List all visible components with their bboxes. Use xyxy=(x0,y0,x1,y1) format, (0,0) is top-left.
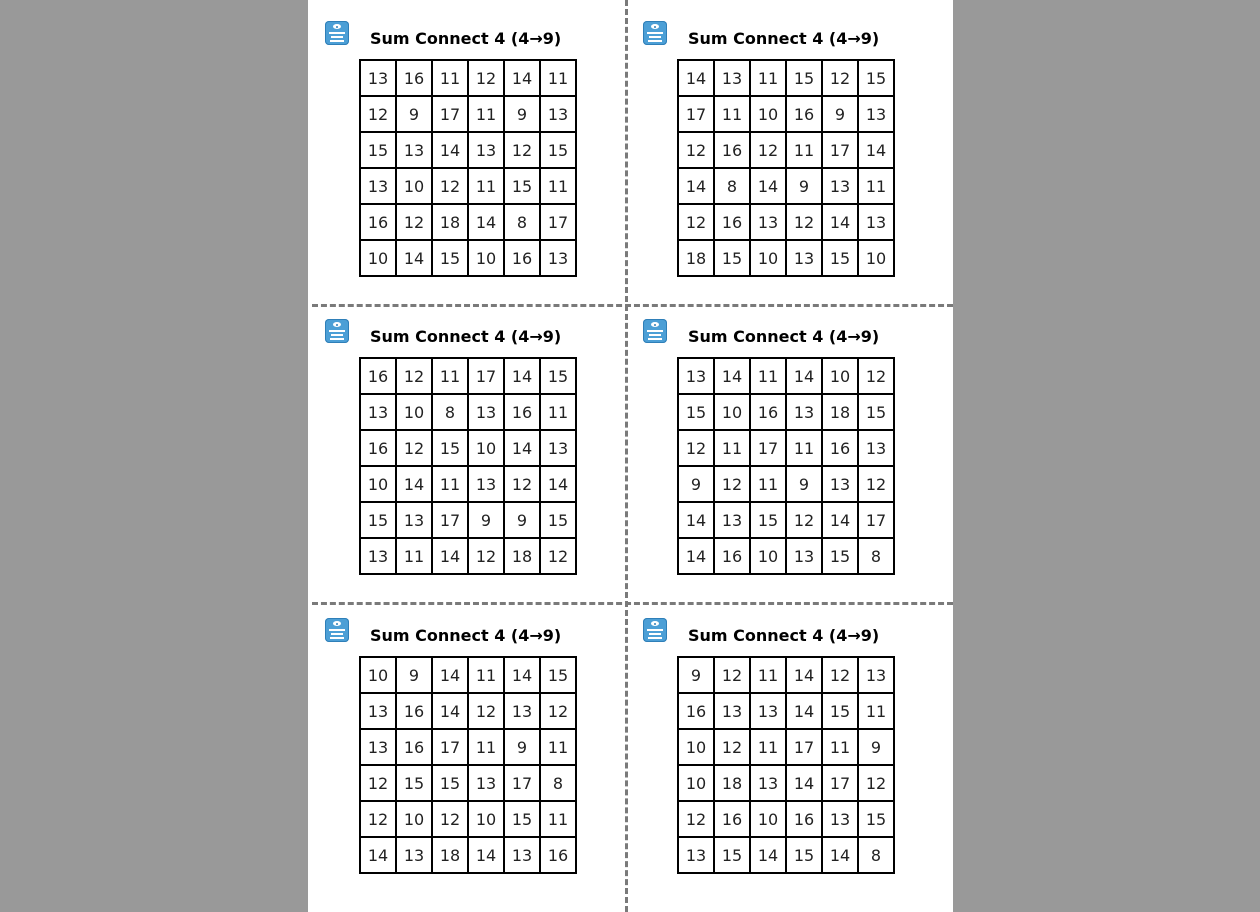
number-grid xyxy=(677,357,895,575)
grid-cell[interactable]: 13 xyxy=(714,502,750,538)
grid-row xyxy=(678,168,894,204)
grid-cell[interactable]: 14 xyxy=(504,60,540,96)
grid-cell[interactable]: 11 xyxy=(750,358,786,394)
grid-cell[interactable]: 16 xyxy=(396,693,432,729)
grid-cell[interactable]: 15 xyxy=(858,801,894,837)
grid-cell[interactable]: 14 xyxy=(822,502,858,538)
grid-cell[interactable]: 18 xyxy=(504,538,540,574)
grid-cell[interactable]: 14 xyxy=(678,60,714,96)
grid-cell[interactable]: 15 xyxy=(432,240,468,276)
grid-row xyxy=(678,837,894,873)
grid-cell[interactable]: 8 xyxy=(714,168,750,204)
grid-cell[interactable]: 11 xyxy=(750,466,786,502)
number-grid xyxy=(359,656,577,874)
grid-cell[interactable]: 12 xyxy=(468,538,504,574)
grid-row xyxy=(360,466,576,502)
grid-cell[interactable]: 15 xyxy=(750,502,786,538)
grid-cell[interactable]: 13 xyxy=(468,765,504,801)
grid-cell[interactable]: 10 xyxy=(858,240,894,276)
grid-cell[interactable]: 12 xyxy=(504,466,540,502)
grid-cell[interactable]: 10 xyxy=(822,358,858,394)
grid-cell[interactable]: 10 xyxy=(468,430,504,466)
grid-row xyxy=(360,765,576,801)
grid-cell[interactable]: 12 xyxy=(468,60,504,96)
grid-row xyxy=(678,801,894,837)
grid-cell[interactable]: 16 xyxy=(396,729,432,765)
grid-cell[interactable]: 13 xyxy=(858,430,894,466)
grid-cell[interactable]: 15 xyxy=(786,60,822,96)
grid-cell[interactable]: 13 xyxy=(714,60,750,96)
grid-cell[interactable]: 18 xyxy=(822,394,858,430)
card-title: Sum Connect 4 (4→9) xyxy=(688,626,880,645)
grid-cell[interactable]: 11 xyxy=(468,729,504,765)
grid-row xyxy=(678,765,894,801)
grid-row xyxy=(678,358,894,394)
grid-cell[interactable]: 14 xyxy=(360,837,396,873)
grid-cell[interactable]: 9 xyxy=(396,96,432,132)
grid-cell[interactable]: 9 xyxy=(822,96,858,132)
grid-cell[interactable]: 12 xyxy=(786,204,822,240)
grid-cell[interactable]: 15 xyxy=(360,502,396,538)
grid-cell[interactable]: 16 xyxy=(750,394,786,430)
grid-cell[interactable]: 17 xyxy=(504,765,540,801)
i-see-maths-logo-icon xyxy=(643,21,667,45)
grid-cell[interactable]: 11 xyxy=(750,657,786,693)
grid-cell[interactable]: 15 xyxy=(858,394,894,430)
grid-row xyxy=(678,502,894,538)
grid-cell[interactable]: 13 xyxy=(786,538,822,574)
card-title: Sum Connect 4 (4→9) xyxy=(370,327,562,346)
grid-cell[interactable]: 13 xyxy=(360,693,396,729)
grid-cell[interactable]: 12 xyxy=(714,657,750,693)
grid-cell[interactable]: 18 xyxy=(678,240,714,276)
grid-cell[interactable]: 12 xyxy=(714,466,750,502)
grid-row xyxy=(678,132,894,168)
grid-cell[interactable]: 13 xyxy=(750,765,786,801)
grid-cell[interactable]: 9 xyxy=(504,96,540,132)
grid-row xyxy=(360,204,576,240)
grid-cell[interactable]: 10 xyxy=(678,729,714,765)
grid-cell[interactable]: 14 xyxy=(678,502,714,538)
grid-cell[interactable]: 14 xyxy=(432,538,468,574)
grid-cell[interactable]: 15 xyxy=(822,240,858,276)
grid-cell[interactable]: 11 xyxy=(468,168,504,204)
grid-row xyxy=(678,538,894,574)
grid-cell[interactable]: 14 xyxy=(786,765,822,801)
grid-cell[interactable]: 13 xyxy=(360,394,396,430)
grid-cell[interactable]: 10 xyxy=(396,394,432,430)
grid-cell[interactable]: 12 xyxy=(504,132,540,168)
grid-cell[interactable]: 13 xyxy=(786,240,822,276)
grid-cell[interactable]: 14 xyxy=(396,466,432,502)
grid-cell[interactable]: 13 xyxy=(822,801,858,837)
grid-cell[interactable]: 15 xyxy=(540,132,576,168)
grid-cell[interactable]: 12 xyxy=(468,693,504,729)
grid-cell[interactable]: 13 xyxy=(360,168,396,204)
grid-cell[interactable]: 11 xyxy=(540,801,576,837)
grid-cell[interactable]: 12 xyxy=(714,729,750,765)
grid-cell[interactable]: 8 xyxy=(504,204,540,240)
grid-cell[interactable]: 13 xyxy=(468,132,504,168)
grid-cell[interactable]: 9 xyxy=(468,502,504,538)
card-title: Sum Connect 4 (4→9) xyxy=(370,29,562,48)
grid-cell[interactable]: 13 xyxy=(750,693,786,729)
grid-cell[interactable]: 13 xyxy=(504,837,540,873)
grid-cell[interactable]: 13 xyxy=(396,837,432,873)
grid-row xyxy=(678,240,894,276)
grid-cell[interactable]: 13 xyxy=(360,538,396,574)
grid-cell[interactable]: 14 xyxy=(540,466,576,502)
grid-cell[interactable]: 16 xyxy=(714,204,750,240)
grid-row xyxy=(360,358,576,394)
grid-cell[interactable]: 10 xyxy=(360,466,396,502)
grid-cell[interactable]: 12 xyxy=(858,358,894,394)
grid-cell[interactable]: 17 xyxy=(750,430,786,466)
grid-cell[interactable]: 13 xyxy=(822,466,858,502)
game-card xyxy=(308,597,618,887)
grid-cell[interactable]: 14 xyxy=(786,693,822,729)
grid-row xyxy=(360,502,576,538)
grid-cell[interactable]: 14 xyxy=(468,204,504,240)
grid-cell[interactable]: 12 xyxy=(858,765,894,801)
grid-cell[interactable]: 15 xyxy=(432,430,468,466)
grid-cell[interactable]: 13 xyxy=(678,358,714,394)
grid-cell[interactable]: 15 xyxy=(396,765,432,801)
grid-cell[interactable]: 10 xyxy=(468,801,504,837)
grid-cell[interactable]: 14 xyxy=(786,358,822,394)
grid-cell[interactable]: 16 xyxy=(822,430,858,466)
grid-cell[interactable]: 11 xyxy=(468,96,504,132)
grid-cell[interactable]: 10 xyxy=(468,240,504,276)
grid-row xyxy=(678,466,894,502)
grid-cell[interactable]: 17 xyxy=(432,729,468,765)
grid-cell[interactable]: 13 xyxy=(468,466,504,502)
grid-cell[interactable]: 10 xyxy=(714,394,750,430)
game-card xyxy=(626,298,936,588)
grid-cell[interactable]: 11 xyxy=(468,657,504,693)
grid-cell[interactable]: 16 xyxy=(714,538,750,574)
grid-cell[interactable]: 16 xyxy=(360,430,396,466)
grid-cell[interactable]: 9 xyxy=(504,502,540,538)
grid-row xyxy=(360,801,576,837)
grid-cell[interactable]: 17 xyxy=(468,358,504,394)
grid-cell[interactable]: 11 xyxy=(432,466,468,502)
grid-cell[interactable]: 13 xyxy=(396,502,432,538)
grid-cell[interactable]: 14 xyxy=(468,837,504,873)
grid-cell[interactable]: 11 xyxy=(540,168,576,204)
grid-cell[interactable]: 10 xyxy=(750,801,786,837)
grid-cell[interactable]: 10 xyxy=(750,96,786,132)
grid-cell[interactable]: 13 xyxy=(360,729,396,765)
grid-cell[interactable]: 14 xyxy=(858,132,894,168)
grid-cell[interactable]: 11 xyxy=(858,168,894,204)
grid-cell[interactable]: 12 xyxy=(678,132,714,168)
grid-cell[interactable]: 12 xyxy=(360,765,396,801)
grid-cell[interactable]: 16 xyxy=(360,204,396,240)
grid-cell[interactable]: 10 xyxy=(678,765,714,801)
i-see-maths-logo-icon xyxy=(325,319,349,343)
grid-row xyxy=(360,394,576,430)
i-see-maths-logo-icon xyxy=(643,618,667,642)
grid-cell[interactable]: 13 xyxy=(822,168,858,204)
grid-cell[interactable]: 14 xyxy=(396,240,432,276)
game-card xyxy=(308,0,618,290)
grid-cell[interactable]: 16 xyxy=(714,132,750,168)
grid-row xyxy=(360,240,576,276)
number-grid xyxy=(359,357,577,575)
grid-cell[interactable]: 12 xyxy=(540,693,576,729)
grid-cell[interactable]: 14 xyxy=(504,358,540,394)
grid-cell[interactable]: 10 xyxy=(396,168,432,204)
game-card xyxy=(626,597,936,887)
card-title: Sum Connect 4 (4→9) xyxy=(370,626,562,645)
grid-cell[interactable]: 10 xyxy=(750,240,786,276)
grid-row xyxy=(360,168,576,204)
grid-cell[interactable]: 11 xyxy=(786,430,822,466)
grid-cell[interactable]: 14 xyxy=(714,358,750,394)
grid-cell[interactable]: 12 xyxy=(396,358,432,394)
grid-cell[interactable]: 17 xyxy=(678,96,714,132)
grid-cell[interactable]: 17 xyxy=(786,729,822,765)
grid-cell[interactable]: 16 xyxy=(678,693,714,729)
grid-cell[interactable]: 12 xyxy=(678,801,714,837)
number-grid xyxy=(359,59,577,277)
grid-cell[interactable]: 11 xyxy=(540,729,576,765)
grid-cell[interactable]: 16 xyxy=(786,801,822,837)
grid-cell[interactable]: 12 xyxy=(432,168,468,204)
grid-cell[interactable]: 17 xyxy=(432,502,468,538)
grid-cell[interactable]: 9 xyxy=(678,466,714,502)
grid-cell[interactable]: 8 xyxy=(540,765,576,801)
grid-cell[interactable]: 17 xyxy=(540,204,576,240)
grid-cell[interactable]: 14 xyxy=(432,693,468,729)
grid-cell[interactable]: 9 xyxy=(396,657,432,693)
grid-cell[interactable]: 16 xyxy=(504,240,540,276)
grid-cell[interactable]: 8 xyxy=(858,538,894,574)
grid-cell[interactable]: 13 xyxy=(468,394,504,430)
grid-cell[interactable]: 15 xyxy=(822,693,858,729)
grid-cell[interactable]: 15 xyxy=(858,60,894,96)
grid-cell[interactable]: 14 xyxy=(678,538,714,574)
grid-row xyxy=(360,837,576,873)
game-card xyxy=(308,298,618,588)
worksheet-page xyxy=(308,0,953,912)
grid-row xyxy=(360,430,576,466)
grid-cell[interactable]: 17 xyxy=(822,132,858,168)
grid-row xyxy=(678,60,894,96)
grid-row xyxy=(360,729,576,765)
grid-cell[interactable]: 13 xyxy=(678,837,714,873)
grid-cell[interactable]: 17 xyxy=(858,502,894,538)
grid-cell[interactable]: 15 xyxy=(678,394,714,430)
grid-cell[interactable]: 14 xyxy=(750,837,786,873)
grid-cell[interactable]: 13 xyxy=(858,96,894,132)
grid-row xyxy=(360,60,576,96)
grid-cell[interactable]: 15 xyxy=(714,837,750,873)
grid-cell[interactable]: 16 xyxy=(540,837,576,873)
grid-cell[interactable]: 16 xyxy=(504,394,540,430)
grid-cell[interactable]: 12 xyxy=(360,801,396,837)
grid-cell[interactable]: 18 xyxy=(714,765,750,801)
grid-row xyxy=(360,538,576,574)
grid-cell[interactable]: 11 xyxy=(714,430,750,466)
grid-cell[interactable]: 11 xyxy=(432,60,468,96)
grid-row xyxy=(678,430,894,466)
grid-cell[interactable]: 14 xyxy=(432,657,468,693)
game-card xyxy=(626,0,936,290)
grid-cell[interactable]: 13 xyxy=(858,657,894,693)
grid-cell[interactable]: 15 xyxy=(540,502,576,538)
grid-cell[interactable]: 13 xyxy=(858,204,894,240)
grid-cell[interactable]: 14 xyxy=(822,204,858,240)
grid-cell[interactable]: 13 xyxy=(360,60,396,96)
grid-cell[interactable]: 12 xyxy=(786,502,822,538)
grid-cell[interactable]: 13 xyxy=(540,430,576,466)
grid-cell[interactable]: 17 xyxy=(822,765,858,801)
grid-cell[interactable]: 11 xyxy=(432,358,468,394)
card-title: Sum Connect 4 (4→9) xyxy=(688,29,880,48)
grid-cell[interactable]: 10 xyxy=(360,657,396,693)
grid-cell[interactable]: 9 xyxy=(504,729,540,765)
grid-cell[interactable]: 12 xyxy=(750,132,786,168)
grid-cell[interactable]: 12 xyxy=(360,96,396,132)
grid-row xyxy=(360,657,576,693)
grid-cell[interactable]: 11 xyxy=(786,132,822,168)
grid-cell[interactable]: 9 xyxy=(786,466,822,502)
grid-row xyxy=(678,657,894,693)
grid-row xyxy=(678,693,894,729)
grid-cell[interactable]: 14 xyxy=(786,657,822,693)
i-see-maths-logo-icon xyxy=(325,21,349,45)
grid-row xyxy=(360,96,576,132)
grid-cell[interactable]: 12 xyxy=(396,204,432,240)
grid-cell[interactable]: 11 xyxy=(750,729,786,765)
grid-cell[interactable]: 18 xyxy=(432,204,468,240)
grid-cell[interactable]: 9 xyxy=(858,729,894,765)
grid-row xyxy=(678,394,894,430)
grid-cell[interactable]: 8 xyxy=(858,837,894,873)
grid-cell[interactable]: 12 xyxy=(858,466,894,502)
grid-row xyxy=(678,729,894,765)
grid-cell[interactable]: 13 xyxy=(750,204,786,240)
grid-row xyxy=(360,132,576,168)
grid-cell[interactable]: 14 xyxy=(678,168,714,204)
grid-cell[interactable]: 13 xyxy=(540,240,576,276)
grid-cell[interactable]: 13 xyxy=(504,693,540,729)
grid-cell[interactable]: 15 xyxy=(822,538,858,574)
grid-cell[interactable]: 11 xyxy=(714,96,750,132)
grid-cell[interactable]: 15 xyxy=(540,657,576,693)
grid-cell[interactable]: 12 xyxy=(540,538,576,574)
grid-row xyxy=(678,96,894,132)
grid-cell[interactable]: 15 xyxy=(504,168,540,204)
grid-cell[interactable]: 13 xyxy=(396,132,432,168)
grid-cell[interactable]: 8 xyxy=(432,394,468,430)
grid-cell[interactable]: 10 xyxy=(750,538,786,574)
grid-cell[interactable]: 10 xyxy=(360,240,396,276)
i-see-maths-logo-icon xyxy=(643,319,667,343)
grid-cell[interactable]: 15 xyxy=(714,240,750,276)
grid-cell[interactable]: 9 xyxy=(786,168,822,204)
grid-cell[interactable]: 16 xyxy=(786,96,822,132)
grid-cell[interactable]: 15 xyxy=(360,132,396,168)
grid-cell[interactable]: 17 xyxy=(432,96,468,132)
grid-cell[interactable]: 15 xyxy=(786,837,822,873)
grid-cell[interactable]: 11 xyxy=(858,693,894,729)
grid-cell[interactable]: 16 xyxy=(396,60,432,96)
grid-cell[interactable]: 15 xyxy=(432,765,468,801)
grid-cell[interactable]: 14 xyxy=(750,168,786,204)
grid-cell[interactable]: 12 xyxy=(822,60,858,96)
grid-cell[interactable]: 12 xyxy=(678,204,714,240)
number-grid xyxy=(677,656,895,874)
grid-cell[interactable]: 12 xyxy=(678,430,714,466)
grid-cell[interactable]: 13 xyxy=(786,394,822,430)
grid-cell[interactable]: 15 xyxy=(504,801,540,837)
grid-cell[interactable]: 12 xyxy=(822,657,858,693)
grid-cell[interactable]: 14 xyxy=(504,430,540,466)
grid-cell[interactable]: 11 xyxy=(750,60,786,96)
grid-cell[interactable]: 10 xyxy=(396,801,432,837)
grid-cell[interactable]: 14 xyxy=(504,657,540,693)
grid-cell[interactable]: 11 xyxy=(540,394,576,430)
grid-cell[interactable]: 9 xyxy=(678,657,714,693)
grid-cell[interactable]: 12 xyxy=(432,801,468,837)
grid-cell[interactable]: 13 xyxy=(714,693,750,729)
grid-cell[interactable]: 15 xyxy=(540,358,576,394)
grid-cell[interactable]: 16 xyxy=(714,801,750,837)
grid-cell[interactable]: 12 xyxy=(396,430,432,466)
grid-cell[interactable]: 18 xyxy=(432,837,468,873)
grid-cell[interactable]: 14 xyxy=(432,132,468,168)
grid-row xyxy=(678,204,894,240)
grid-cell[interactable]: 16 xyxy=(360,358,396,394)
grid-cell[interactable]: 13 xyxy=(540,96,576,132)
grid-cell[interactable]: 11 xyxy=(396,538,432,574)
i-see-maths-logo-icon xyxy=(325,618,349,642)
grid-cell[interactable]: 11 xyxy=(822,729,858,765)
grid-cell[interactable]: 11 xyxy=(540,60,576,96)
card-title: Sum Connect 4 (4→9) xyxy=(688,327,880,346)
grid-row xyxy=(360,693,576,729)
grid-cell[interactable]: 14 xyxy=(822,837,858,873)
number-grid xyxy=(677,59,895,277)
